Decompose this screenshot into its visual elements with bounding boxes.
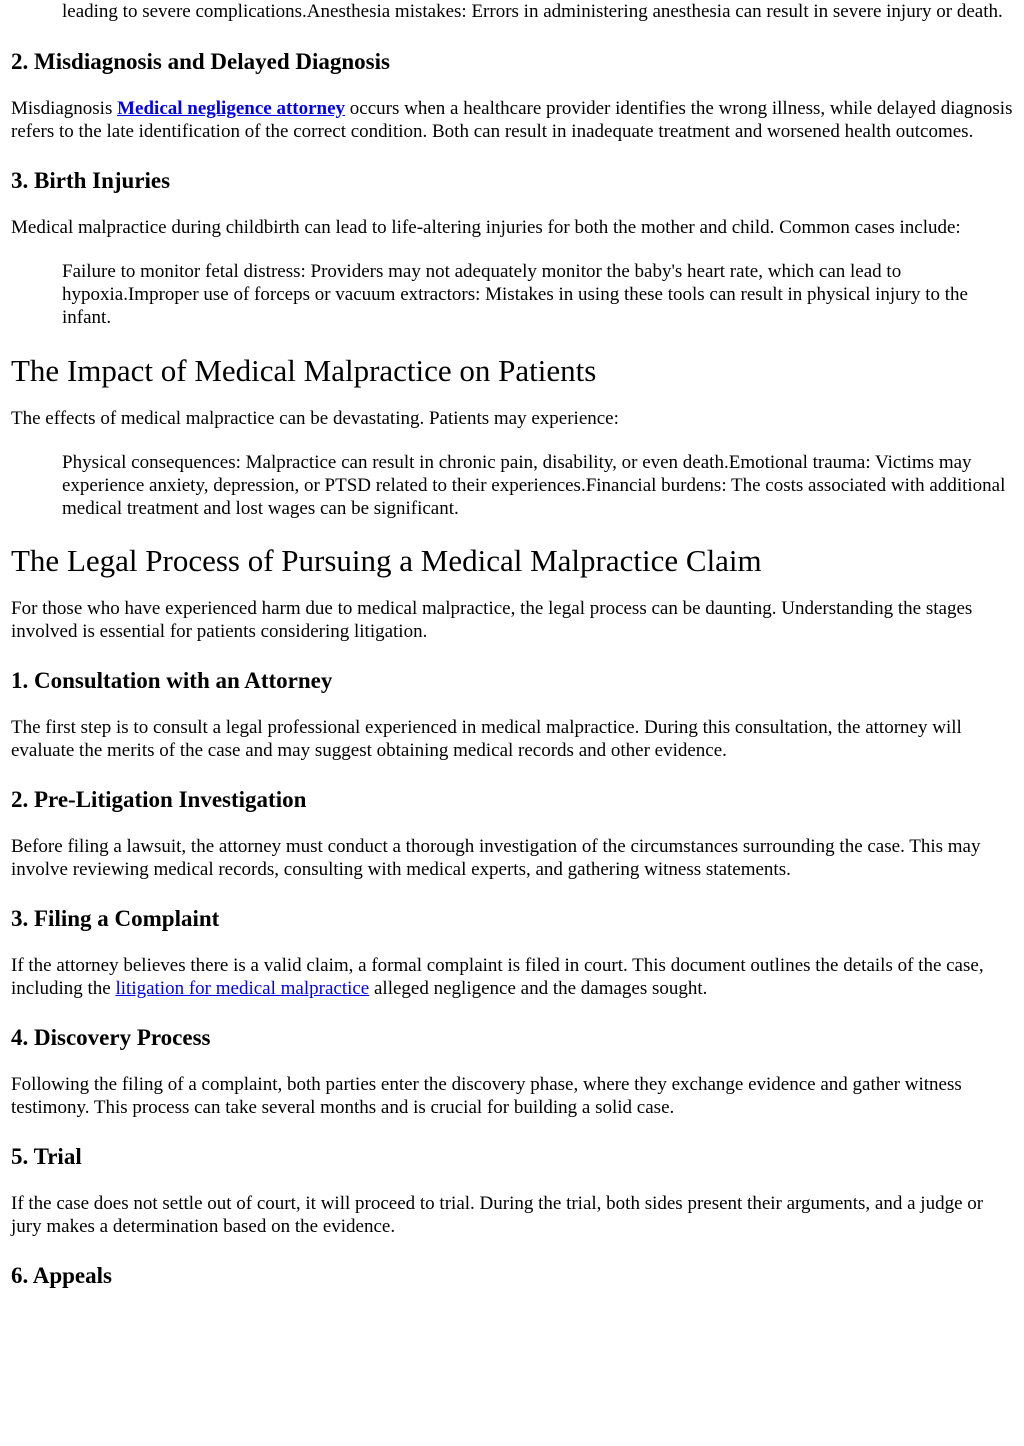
medical-negligence-attorney-link[interactable]: Medical negligence attorney <box>117 98 346 119</box>
litigation-for-medical-malpractice-link[interactable]: litigation for medical malpractice <box>115 978 370 999</box>
text-span: Misdiagnosis <box>11 98 118 119</box>
paragraph-consultation: The first step is to consult a legal professional experienced in medical malpractice. During this consultation, the attorney will evaluate the merits of the case and may suggest obtaining medical records and other evidence. <box>11 717 962 761</box>
text-span: If the attorney believes there is a valid claim, a formal complaint is filed in court. This document outlines the details of the case, including the <box>11 955 984 999</box>
section-heading-birth-injuries: 3. Birth Injuries <box>11 168 171 193</box>
section-heading-appeals: 6. Appeals <box>11 1263 112 1288</box>
section-heading-trial: 5. Trial <box>11 1144 82 1169</box>
section-heading-misdiagnosis: 2. Misdiagnosis and Delayed Diagnosis <box>11 49 390 74</box>
section-heading-filing: 3. Filing a Complaint <box>11 906 220 931</box>
paragraph-impact-intro: The effects of medical malpractice can be devastating. Patients may experience: <box>11 408 619 429</box>
paragraph-birth-injuries-intro: Medical malpractice during childbirth can lead to life-altering injuries for both the mother and child. Common cases include: <box>11 217 961 238</box>
list-item: leading to severe complications.Anesthesia mistakes: Errors in administering anesthesia can result in severe injury or death. <box>62 1 1003 22</box>
paragraph-legal-process-intro: For those who have experienced harm due to medical malpractice, the legal process can be daunting. Understanding the stages involved is essential for patients considering litigation. <box>11 598 973 642</box>
section-heading-pre-litigation: 2. Pre-Litigation Investigation <box>11 787 307 812</box>
list-item: Failure to monitor fetal distress: Providers may not adequately monitor the baby's heart rate, which can lead to hypoxia.Improper use of forceps or vacuum extractors: Mistakes in using these tools can result in physical injury to the infant. <box>62 261 968 328</box>
section-heading-legal-process: The Legal Process of Pursuing a Medical Malpractice Claim <box>11 543 762 578</box>
paragraph-misdiagnosis <box>11 97 1015 143</box>
paragraph-trial: If the case does not settle out of court, it will proceed to trial. During the trial, both sides present their arguments, and a judge or jury makes a determination based on the evidence. <box>11 1193 984 1237</box>
paragraph-discovery: Following the filing of a complaint, both parties enter the discovery phase, where they exchange evidence and gather witness testimony. This process can take several months and is crucial for building a solid case. <box>11 1074 962 1118</box>
text-span: alleged negligence and the damages sought. <box>369 978 708 999</box>
section-heading-impact: The Impact of Medical Malpractice on Patients <box>11 353 597 388</box>
list-item: Physical consequences: Malpractice can result in chronic pain, disability, or even death.Emotional trauma: Victims may experience anxiety, depression, or PTSD related to their experiences.Financial burdens: The costs associated with additional medical treatment and lost wages can be significant. <box>62 452 1006 519</box>
text-span: occurs when a healthcare provider identifies the wrong illness, while delayed diagnosis refers to the late identification of the correct condition. Both can result in inadequate treatment and worsened health outcomes. <box>11 98 1013 142</box>
paragraph-pre-litigation: Before filing a lawsuit, the attorney must conduct a thorough investigation of the circumstances surrounding the case. This may involve reviewing medical records, consulting with medical experts, and gathering witness statements. <box>11 836 981 880</box>
section-heading-consultation: 1. Consultation with an Attorney <box>11 668 333 693</box>
paragraph-filing <box>11 954 1015 1000</box>
section-heading-discovery: 4. Discovery Process <box>11 1025 211 1050</box>
